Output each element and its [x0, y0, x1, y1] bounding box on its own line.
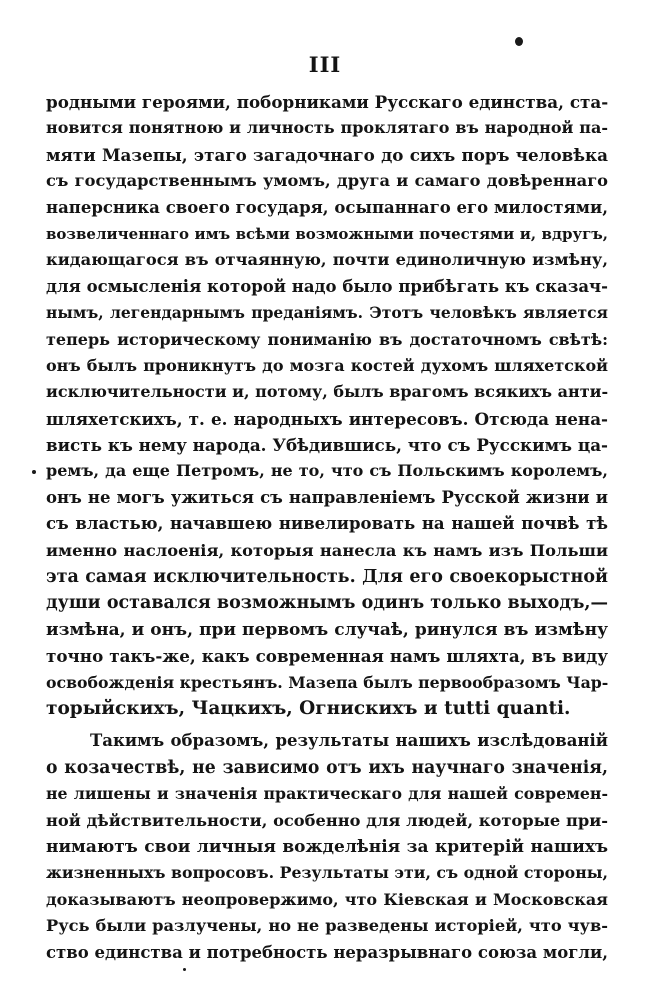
text-line: ство единства и потребность неразрывнаго союза могли, [46, 942, 608, 962]
text-line: висть къ нему народа. Убѣдившись, что съ Русскимъ ца- [46, 435, 608, 456]
text-line: для осмысленія которой надо было прибѣгать къ сказач- [46, 276, 608, 296]
text-line: души оставался возможнымъ одинъ только выходъ,— [46, 593, 608, 614]
text-line: торыйскихъ, Чацкихъ, Огнискихъ и tutti quanti. [46, 697, 571, 719]
text-line: родными героями, поборниками Русскаго единства, ста- [46, 92, 608, 112]
text-line: точно такъ-же, какъ современная намъ шляхта, въ виду [46, 646, 608, 667]
text-line: Русь были разлучены, но не разведены исторіей, что чув- [46, 916, 608, 936]
text-line: возвеличеннаго имъ всѣми возможными почестями и, вдругъ, [46, 224, 608, 243]
ink-speck [183, 968, 186, 971]
text-line: съ властью, начавшею нивелировать на нашей почвѣ тѣ [46, 514, 608, 534]
text-line: ремъ, да еще Петромъ, не то, что съ Польскимъ королемъ, [46, 461, 608, 481]
text-line: о козачествѣ, не зависимо отъ ихъ научнаго значенія, [46, 757, 608, 778]
paragraph [46, 728, 608, 966]
text-line: онъ не могъ ужиться съ направленіемъ Русской жизни и [46, 487, 608, 507]
text-line: мяти Мазепы, этаго загадочнаго до сихъ поръ человѣка [46, 144, 608, 165]
ink-speck [515, 37, 523, 46]
text-line: именно наслоенія, которыя нанесла къ намъ изъ Польши [46, 540, 608, 560]
text-line: нимаютъ свои личныя вожделѣнія за критерій нашихъ [46, 836, 608, 857]
body-text [46, 89, 608, 966]
text-line: Такимъ образомъ, результаты нашихъ изслѣдованій [90, 731, 608, 751]
text-line: съ государственнымъ умомъ, друга и самаго довѣреннаго [46, 171, 608, 191]
text-line: теперь историческому пониманію въ достаточномъ свѣтѣ: [46, 329, 608, 349]
text-line: онъ былъ проникнутъ до мозга костей духомъ шляхетской [46, 355, 608, 375]
text-line: наперсника своего государя, осыпаннаго его милостями, [46, 197, 608, 217]
text-line: новится понятною и личность проклятаго въ народной па- [46, 118, 608, 138]
text-line: шляхетскихъ, т. е. народныхъ интересовъ. Отсюда нена- [46, 408, 608, 429]
ink-speck [32, 470, 36, 474]
text-line: ной дѣйствительности, особенно для людей, которые при- [46, 810, 608, 830]
text-line: освобожденія крестьянъ. Мазепа былъ первообразомъ Чар- [46, 672, 608, 692]
text-line: эта самая исключительность. Для его своекорыстной [46, 567, 608, 588]
text-line: не лишены и значенія практическаго для нашей современ- [46, 784, 608, 804]
paragraph [46, 89, 608, 722]
text-line: доказываютъ неопровержимо, что Кіевская и Московская [46, 889, 608, 909]
text-line: нымъ, легендарнымъ преданіямъ. Этотъ человѣкъ является [46, 303, 608, 323]
text-line: исключительности и, потому, былъ врагомъ всякихъ анти- [46, 382, 608, 402]
text-line: кидающагося въ отчаянную, почти единоличную измѣну, [46, 250, 608, 270]
text-line: измѣна, и онъ, при первомъ случаѣ, ринулся въ измѣну [46, 619, 608, 640]
text-line: жизненныхъ вопросовъ. Результаты эти, съ одной стороны, [46, 863, 608, 883]
page-number: III [308, 52, 342, 77]
